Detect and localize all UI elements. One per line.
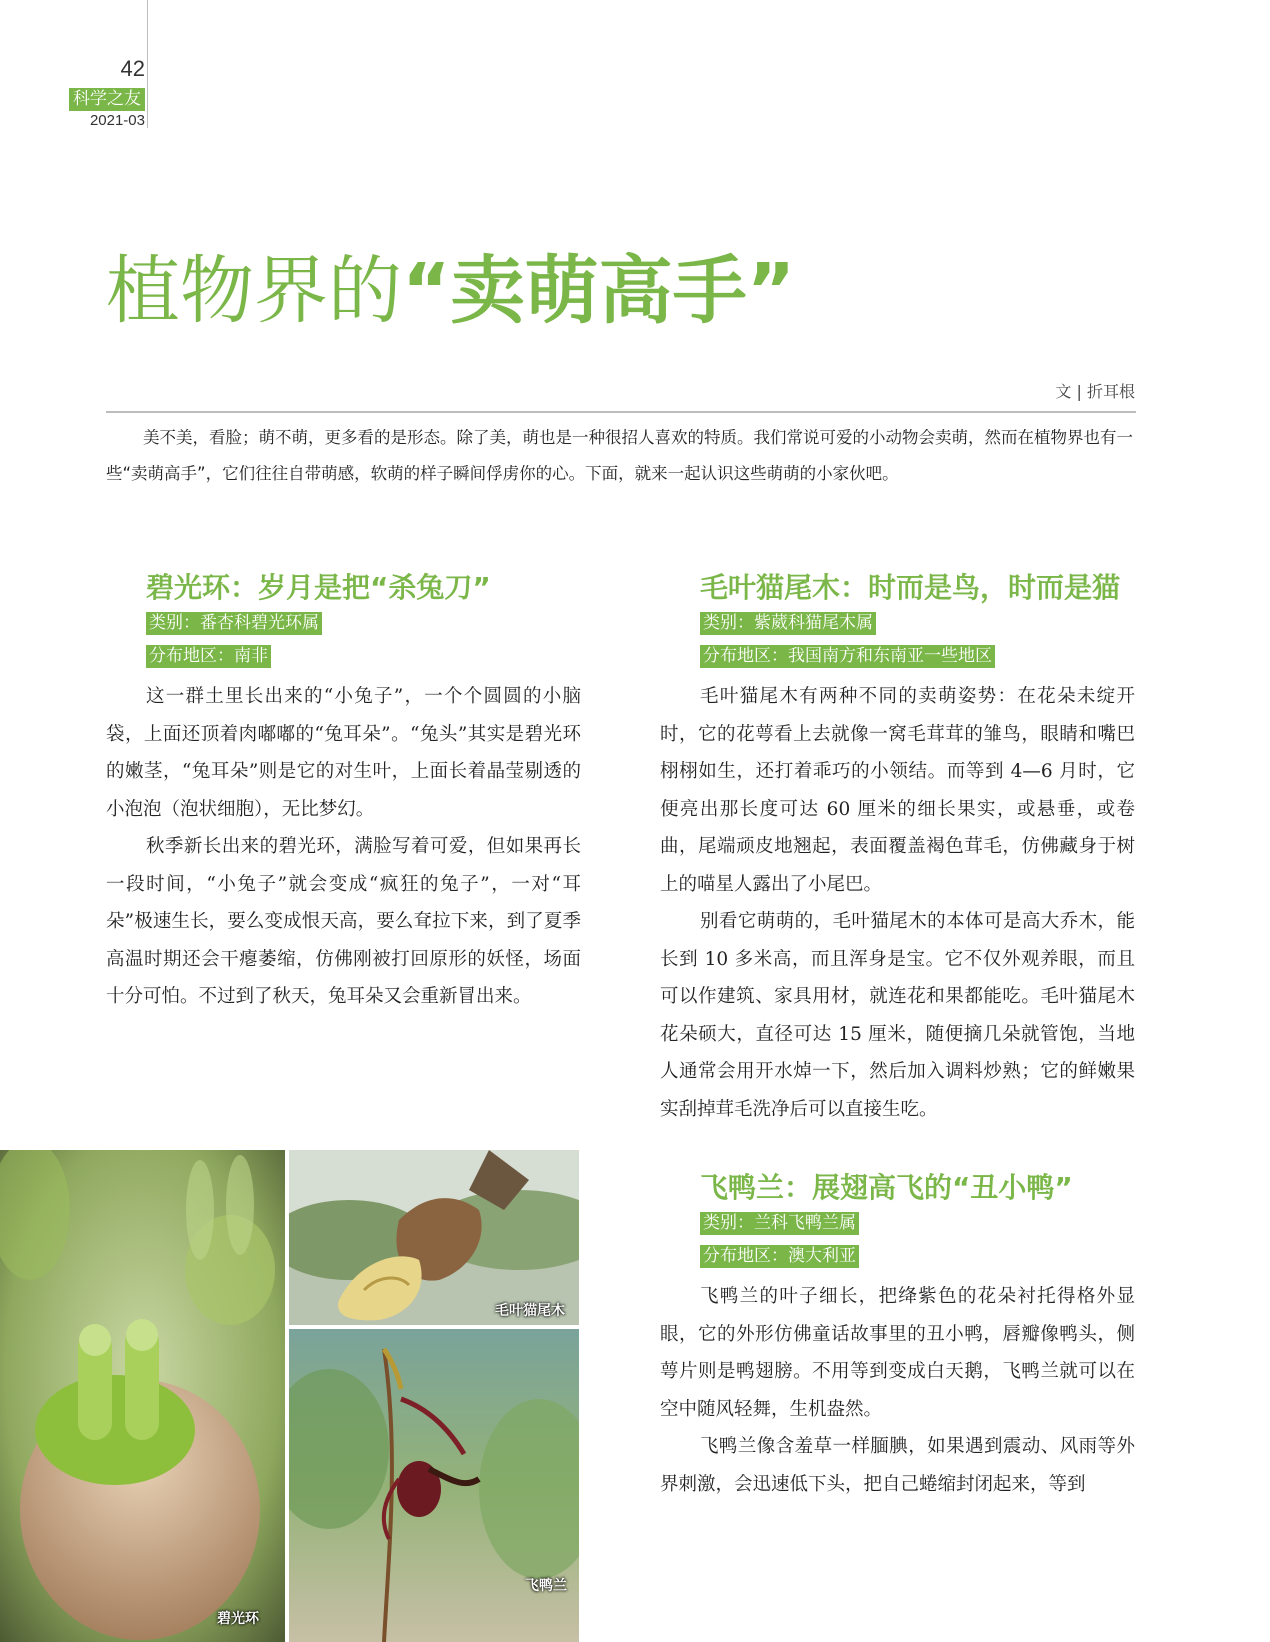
page-number: 42 (120, 56, 145, 81)
paragraph: 别看它萌萌的，毛叶猫尾木的本体可是高大乔木，能长到 10 多米高，而且浑身是宝。它不仅外观养眼，而且可以作建筑、家具用材，就连花和果都能吃。毛叶猫尾木花朵硕大，直径可达 15 厘米，随便摘几朵就管饱，当地人通常会用开水焯一下，然后加入调料炒熟；它的鲜嫩果实刮掉茸毛洗净后可以直接生吃。 (660, 911, 1135, 1120)
photo-caption: 飞鸭兰 (525, 1578, 567, 1594)
paragraph: 飞鸭兰的叶子细长，把绛紫色的花朵衬托得格外显眼，它的外形仿佛童话故事里的丑小鸭，唇瓣像鸭头，侧萼片则是鸭翅膀。不用等到变成白天鹅，飞鸭兰就可以在空中随风轻舞，生机盎然。 (660, 1286, 1135, 1420)
photo-biguanghuan (0, 1150, 285, 1642)
biguanghuan-image (0, 1150, 285, 1642)
region-tag: 分布地区：我国南方和东南亚一些地区 (700, 645, 995, 668)
author-byline: 文 | 折耳根 (1055, 382, 1135, 401)
paragraph: 毛叶猫尾木有两种不同的卖萌姿势：在花朵未绽开时，它的花萼看上去就像一窝毛茸茸的雏鸟，眼睛和嘴巴栩栩如生，还打着乖巧的小领结。而等到 4—6 月时，它便亮出那长度可达 60 厘米的细长果实，或悬垂，或卷曲，尾端顽皮地翘起，表面覆盖褐色茸毛，仿佛藏身于树上的喵星人露出了小尾巴。 (660, 686, 1135, 895)
section-feiyalan (660, 1170, 1135, 1503)
title-rule (106, 411, 1136, 413)
photo-caption: 毛叶猫尾木 (495, 1303, 565, 1319)
category-tag: 类别：番杏科碧光环属 (146, 612, 322, 635)
category-tag: 类别：紫葳科猫尾木属 (700, 612, 876, 635)
paragraph: 飞鸭兰像含羞草一样腼腆，如果遇到震动、风雨等外界刺激，会迅速低下头，把自己蜷缩封闭起来，等到 (660, 1436, 1135, 1495)
intro-paragraph: 美不美，看脸；萌不萌，更多看的是形态。除了美，萌也是一种很招人喜欢的特质。我们常说可爱的小动物会卖萌，然而在植物界也有一些“卖萌高手”，它们往往自带萌感，软萌的样子瞬间俘虏你的心。下面，就来一起认识这些萌萌的小家伙吧。 (106, 428, 1133, 483)
title-bold: “卖萌高手” (402, 248, 796, 334)
title-plain: 植物界的 (106, 248, 402, 334)
magazine-name: 科学之友 (69, 88, 145, 111)
maoyemaoweimu-image (289, 1150, 579, 1325)
region-tag: 分布地区：南非 (146, 645, 271, 668)
article-title (106, 246, 795, 336)
paragraph: 这一群土里长出来的“小兔子”，一个个圆圆的小脑袋，上面还顶着肉嘟嘟的“兔耳朵”。“兔头”其实是碧光环的嫩茎，“兔耳朵”则是它的对生叶，上面长着晶莹剔透的小泡泡（泡状细胞），无比梦幻。 (106, 686, 581, 820)
issue-date: 2021-03 (89, 112, 145, 129)
region-tag: 分布地区：澳大利亚 (700, 1245, 859, 1268)
section-biguanghuan (106, 570, 581, 1016)
section-title: 毛叶猫尾木：时而是鸟，时而是猫 (700, 571, 1121, 604)
category-tag: 类别：兰科飞鸭兰属 (700, 1212, 859, 1235)
photo-maoyemaoweimu (289, 1150, 579, 1325)
header-divider-line (147, 0, 148, 128)
photo-caption: 碧光环 (217, 1611, 259, 1627)
paragraph: 秋季新长出来的碧光环，满脸写着可爱，但如果再长一段时间，“小兔子”就会变成“疯狂的兔子”，一对“耳朵”极速生长，要么变成恨天高，要么耷拉下来，到了夏季高温时期还会干瘪萎缩，仿佛刚被打回原形的妖怪，场面十分可怕。不过到了秋天，兔耳朵又会重新冒出来。 (106, 836, 581, 1007)
feiyalan-image (289, 1329, 579, 1642)
section-title: 飞鸭兰：展翅高飞的“丑小鸭” (700, 1171, 1073, 1204)
photo-feiyalan (289, 1329, 579, 1642)
section-maoyemaoweimu (660, 570, 1135, 1128)
section-title: 碧光环：岁月是把“杀兔刀” (146, 571, 491, 604)
